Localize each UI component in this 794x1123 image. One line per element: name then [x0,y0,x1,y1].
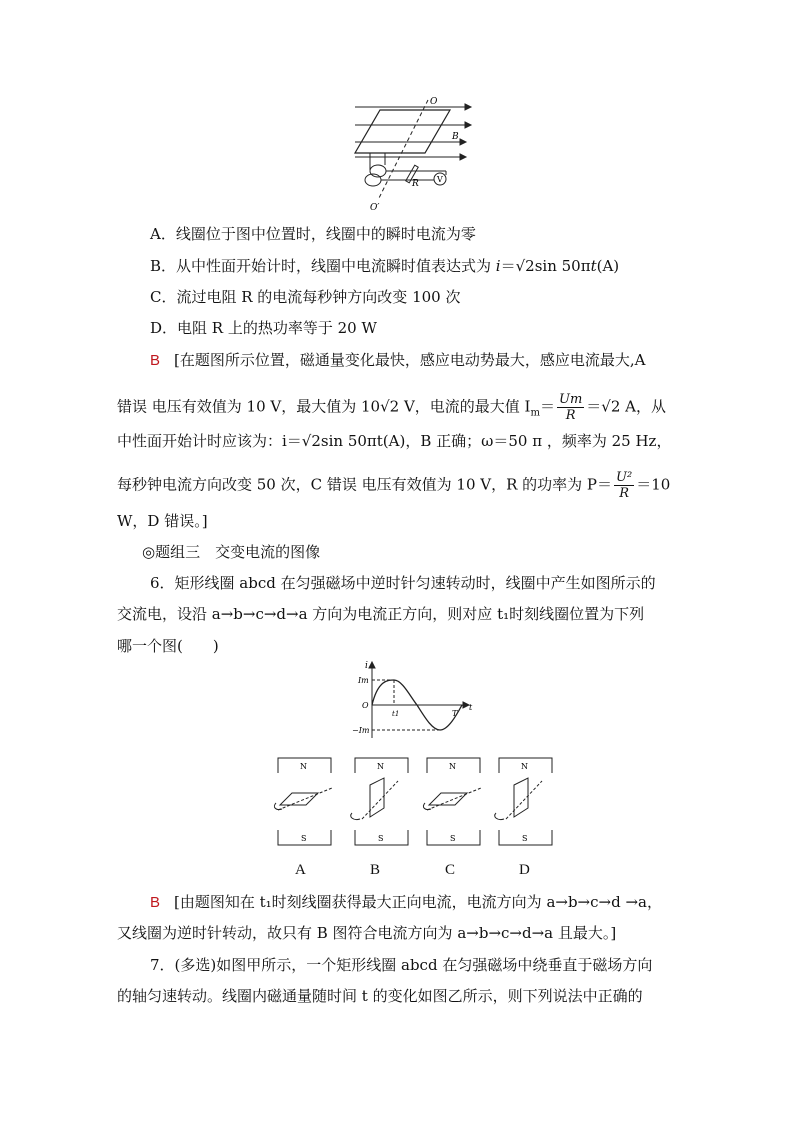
q6-option-a-label: A [295,862,306,878]
q6-option-c-label: C [445,862,456,878]
q5-option-b-i: i [495,257,501,275]
magnet-c-n: N [449,762,456,771]
graph-label-T: T [452,709,458,718]
q6-option-d-label: D [519,862,530,878]
q5-explanation-line2: 错误 电压有效值为 10 V，最大值为 10√2 V，电流的最大值 $I_m=$ $\frac{Um}{R}$ ＝√2 A，从 [117,392,666,423]
q5-answer: B [150,352,161,369]
q5-explanation-line5: W，D 错误。] [117,512,208,530]
q5-option-c: C．流过电阻 R 的电流每秒钟方向改变 100 次 [150,288,461,306]
q5-frac2-num: U² [616,470,633,485]
q5-frac-den: R [565,408,576,423]
q5-exp2-pre: 错误 电压有效值为 10 V，最大值为 10√2 V，电流的最大值 I [117,397,531,416]
fig1-label-r: R [412,179,419,189]
graph-label-o: O [362,701,369,710]
fig1-label-b: B [452,132,459,142]
q5-option-b-eq: ＝√2sin 50π [500,257,591,275]
q5-option-a: A．线圈位于图中位置时，线圈中的瞬时电流为零 [150,225,476,243]
magnet-b-n: N [377,762,384,771]
q5-frac-im [557,392,584,423]
q6-explanation-line2: 又线圈为逆时针转动，故只有 B 图符合电流方向为 a→b→c→d→a 且最大。] [117,924,617,942]
fig1-label-o: O [430,97,438,107]
q6-answer: B [150,894,161,911]
q6-line1: 6．矩形线圈 abcd 在匀强磁场中逆时针匀速转动时，线圈中产生如图所示的 [150,574,656,592]
magnet-d-s: S [522,834,528,843]
q5-frac2-den: R [619,486,630,501]
coil-options-figure [270,755,560,850]
q5-option-b-t: t [590,257,597,275]
q5-option-b-end: (A) [596,257,620,275]
q5-exp4-post: ＝10 [636,475,671,494]
q5-frac-num: Um [558,392,583,407]
q7-line1: 7．(多选)如图甲所示，一个矩形线圈 abcd 在匀强磁场中绕垂直于磁场方向 [150,956,653,974]
q6-explanation-line1 [150,892,662,913]
fig1-label-o-prime: O′ [370,203,380,213]
q7-line2: 的轴匀速转动。线圈内磁通量随时间 t 的变化如图乙所示，则下列说法中正确的 [117,987,643,1005]
magnet-a-n: N [300,762,307,771]
q6-line3: 哪一个图( ) [117,637,219,655]
q5-frac-p [614,470,634,501]
q6-exp1-text: [由题图知在 t₁时刻线圈获得最大正向电流，电流方向为 a→b→c→d →a， [174,893,662,911]
group3-heading: ◎题组三 交变电流的图像 [142,543,321,561]
fig1-label-v: V [437,175,443,184]
graph-label-i: i [365,661,368,671]
current-time-graph [352,660,477,740]
q5-explanation-line4 [117,470,670,501]
q5-exp1-text: [在题图所示位置，磁通量变化最快，感应电动势最大，感应电流最大,A [174,351,646,369]
q5-exp2-post: ＝√2 A，从 [586,397,666,416]
q5-option-d: D．电阻 R 上的热功率等于 20 W [150,319,377,337]
graph-label-t: t [469,703,473,712]
q5-explanation-line3: 中性面开始计时应该为：i＝√2sin 50πt(A)，B 正确；ω＝50 π ，频率为 25 Hz， [117,432,672,450]
q5-exp2-sub: m [530,407,540,419]
q5-exp4-pre: 每秒钟电流方向改变 50 次，C 错误 电压有效值为 10 V，R 的功率为 P＝ [117,475,613,494]
graph-label-im: Im [358,676,369,685]
coil-field-figure [340,95,480,215]
graph-label-t1: t1 [392,710,400,718]
q5-option-b-text: B．从中性面开始计时，线圈中电流瞬时值表达式为 [150,257,496,275]
magnet-a-s: S [301,834,307,843]
magnet-d-n: N [521,762,528,771]
magnet-c-s: S [450,834,456,843]
graph-label-neg-im: −Im [352,726,370,735]
q6-line2: 交流电，设沿 a→b→c→d→a 方向为电流正方向，则对应 t₁时刻线圈位置为下列 [117,605,645,623]
q5-explanation-line1 [150,350,645,371]
q5-option-b [150,256,619,276]
q6-option-b-label: B [370,862,381,878]
magnet-b-s: S [378,834,384,843]
